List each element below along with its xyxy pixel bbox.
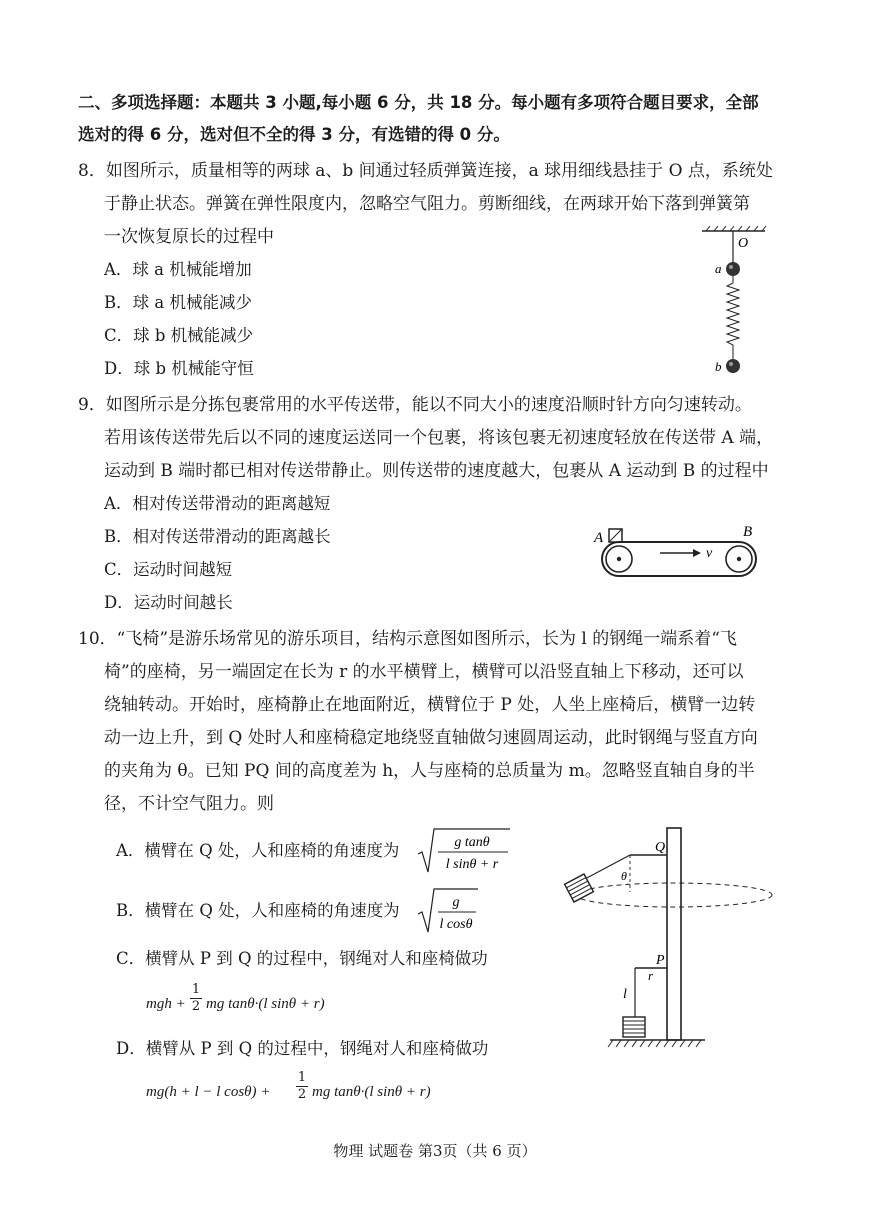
q9-option-d: D．运动时间越长 — [104, 593, 233, 612]
q10-label-theta: θ — [621, 869, 627, 883]
q10-label-q: Q — [655, 840, 666, 855]
chair-ground — [623, 1017, 645, 1037]
q10-option-d-formula-pre: mg(h + l − l cosθ) + — [146, 1084, 271, 1100]
q10-label-l: l — [623, 987, 627, 1002]
q10-stem-line3: 绕轴转动。开始时，座椅静止在地面附近，横臂位于 P 处，人坐上座椅后，横臂一边转 — [104, 695, 756, 715]
q9-label-b: B — [743, 524, 753, 540]
q9-option-c: C．运动时间越短 — [104, 560, 233, 579]
q10-stem-line4: 动一边上升，到 Q 处时人和座椅稳定地绕竖直轴做匀速圆周运动，此时钢绳与竖直方向 — [104, 728, 758, 748]
q8-option-b: B．球 a 机械能减少 — [104, 293, 252, 312]
q10-option-a-text: A．横臂在 Q 处，人和座椅的角速度为 — [116, 841, 400, 860]
vertical-axis — [667, 828, 681, 1040]
q8-option-d: D．球 b 机械能守恒 — [104, 359, 254, 378]
page-footer: 物理 试题卷 第3页（共 6 页） — [333, 1142, 537, 1160]
half-numerator: 1 — [297, 1070, 307, 1085]
q10-option-c-formula-post: mg tanθ·(l sinθ + r) — [206, 996, 325, 1012]
q9-option-a: A．相对传送带滑动的距离越短 — [104, 494, 331, 513]
q9-conveyor-figure — [590, 520, 765, 585]
q8-label-o: O — [738, 236, 749, 251]
q9-option-b: B．相对传送带滑动的距离越长 — [104, 527, 331, 546]
q9-stem-line1: 9．如图所示是分拣包裹常用的水平传送带，能以不同大小的速度沿顺时针方向匀速转动。 — [78, 395, 752, 415]
ball-a — [726, 262, 740, 276]
q10-option-b-text: B．横臂在 Q 处，人和座椅的角速度为 — [116, 901, 400, 920]
q8-stem-line1: 8．如图所示，质量相等的两球 a、b 间通过轻质弹簧连接，a 球用细线悬挂于 O 点，系统处 — [78, 161, 773, 181]
q8-option-a: A．球 a 机械能增加 — [104, 260, 252, 279]
q10-option-d-formula-post: mg tanθ·(l sinθ + r) — [312, 1084, 431, 1100]
q8-stem-line3: 一次恢复原长的过程中 — [104, 227, 274, 247]
q8-label-a: a — [715, 261, 722, 276]
q10-flying-chair-figure — [555, 822, 785, 1057]
q9-stem-line3: 运动到 B 端时都已相对传送带静止。则传送带的速度越大，包裹从 A 运动到 B 的过程中 — [104, 461, 769, 481]
q10-option-c-half — [190, 982, 202, 1015]
q10-option-d-text: D．横臂从 P 到 Q 的过程中，钢绳对人和座椅做功 — [116, 1039, 489, 1058]
rotation-path — [576, 883, 772, 907]
q10-option-c-formula-pre: mgh + — [146, 996, 186, 1012]
q10-stem-line2: 椅”的座椅，另一端固定在长为 r 的水平横臂上，横臂可以沿竖直轴上下移动，还可以 — [104, 662, 744, 682]
q10-label-r: r — [648, 968, 654, 983]
spring — [727, 276, 739, 359]
q10-option-c-text: C．横臂从 P 到 Q 的过程中，钢绳对人和座椅做功 — [116, 949, 488, 968]
q8-label-b: b — [715, 359, 722, 374]
q10-b-denominator: l cosθ — [439, 917, 473, 932]
chair-rotating — [565, 874, 594, 902]
q9-label-v: v — [706, 546, 713, 561]
q10-stem-line5: 的夹角为 θ。已知 PQ 间的高度差为 h，人与座椅的总质量为 m。忽略竖直轴自身的半 — [104, 761, 755, 781]
q10-a-numerator: g tanθ — [454, 835, 490, 850]
q10-stem-line1: 10．“飞椅”是游乐场常见的游乐项目，结构示意图如图所示，长为 l 的钢绳一端系着“飞 — [78, 629, 737, 649]
q10-stem-line6: 径，不计空气阻力。则 — [104, 794, 274, 814]
q10-label-p: P — [656, 953, 665, 968]
q10-option-a-formula — [416, 826, 511, 876]
q8-spring-figure — [690, 225, 780, 385]
velocity-arrow — [693, 549, 701, 557]
q8-stem-line2: 于静止状态。弹簧在弹性限度内，忽略空气阻力。剪断细线，在两球开始下落到弹簧第 — [104, 194, 750, 214]
q10-option-d-half — [296, 1070, 308, 1103]
q10-b-numerator: g — [452, 895, 460, 910]
half-denominator: 2 — [297, 1087, 307, 1102]
q8-option-c: C．球 b 机械能减少 — [104, 326, 254, 345]
q9-label-a: A — [594, 530, 604, 546]
section-heading-line1: 二、多项选择题：本题共 3 小题,每小题 6 分，共 18 分。每小题有多项符合题目要求，全部 — [78, 93, 759, 112]
half-denominator: 2 — [191, 999, 201, 1014]
ball-b — [726, 359, 740, 373]
q9-stem-line2: 若用该传送带先后以不同的速度运送同一个包裹，将该包裹无初速度轻放在传送带 A 端， — [104, 428, 774, 448]
section-heading-line2: 选对的得 6 分，选对但不全的得 3 分，有选错的得 0 分。 — [78, 125, 510, 144]
half-numerator: 1 — [191, 982, 201, 997]
q10-a-denominator: l sinθ + r — [445, 857, 499, 872]
q10-option-b-formula — [416, 886, 481, 936]
